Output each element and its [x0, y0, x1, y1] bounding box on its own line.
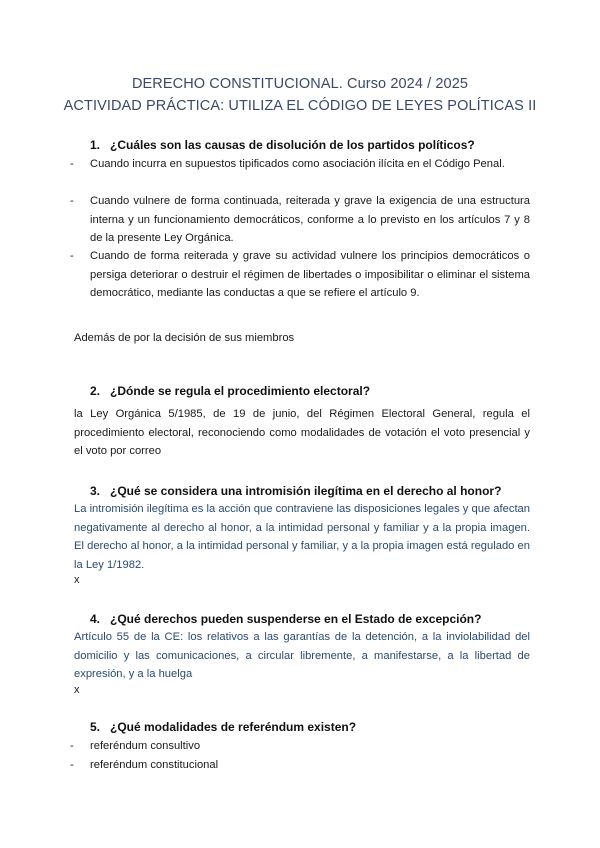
question-3	[90, 484, 501, 498]
question-number: 2.	[90, 384, 101, 398]
question-5	[90, 720, 356, 734]
question-text: ¿Qué derechos pueden suspenderse en el Estado de excepción?	[110, 612, 482, 626]
question-text: ¿Qué se considera una intromisión ilegítima en el derecho al honor?	[110, 484, 502, 498]
list-item: - Cuando de forma reiterada y grave su actividad vulnere los principios democráticos o persiga deteriorar o destruir el régimen de libertades o imposibilitar o eliminar el sistema democrático, mediante las conductas a que se refiere el artículo 9.	[90, 247, 530, 303]
question-number: 4.	[90, 612, 101, 626]
question-number: 3.	[90, 484, 101, 498]
answer-text: Artículo 55 de la CE: los relativos a las garantías de la detención, a la inviolabilidad del domicilio y las comunicaciones, a circular libremente, a manifestarse, a la libertad de expresión, y a la huelga	[74, 631, 530, 680]
list-item: - referéndum consultivo	[90, 737, 530, 756]
answer-text: La intromisión ilegítima es la acción que contraviene las disposiciones legales y que afectan negativamente al derecho al honor, a la intimidad personal y familiar y a la propia imagen. El derecho al honor, a la intimidad personal y familiar, y a la propia imagen está regulado en la Ley 1/1982.	[74, 503, 530, 571]
list-item: - Cuando incurra en supuestos tipificados como asociación ilícita en el Código Penal.	[90, 155, 530, 174]
question-2	[90, 384, 370, 398]
document-title: DERECHO CONSTITUCIONAL. Curso 2024 / 2025	[131, 76, 469, 92]
question-text: ¿Cuáles son las causas de disolución de los partidos políticos?	[110, 138, 475, 152]
mark: x	[74, 684, 80, 696]
question-number: 5.	[90, 720, 101, 734]
answer-text: la Ley Orgánica 5/1985, de 19 de junio, del Régimen Electoral General, regula el procedimiento electoral, reconociendo como modalidades de votación el voto presencial y el voto por correo	[74, 408, 530, 457]
question-4	[90, 612, 481, 626]
question-text: ¿Dónde se regula el procedimiento electoral?	[110, 384, 371, 398]
list-item: - referéndum constitucional	[90, 756, 530, 775]
question-1	[90, 138, 475, 152]
question-text: ¿Qué modalidades de referéndum existen?	[110, 720, 357, 734]
mark: x	[74, 574, 80, 586]
question-number: 1.	[90, 138, 101, 152]
answer-note: Además de por la decisión de sus miembros	[74, 332, 295, 344]
list-item: - Cuando vulnere de forma continuada, reiterada y grave la exigencia de una estructura interna y un funcionamiento democráticos, conforme a lo previsto en los artículos 7 y 8 de la presente Ley Orgánica.	[90, 192, 530, 248]
document-subtitle: ACTIVIDAD PRÁCTICA: UTILIZA EL CÓDIGO DE LEYES POLÍTICAS II	[63, 98, 537, 114]
